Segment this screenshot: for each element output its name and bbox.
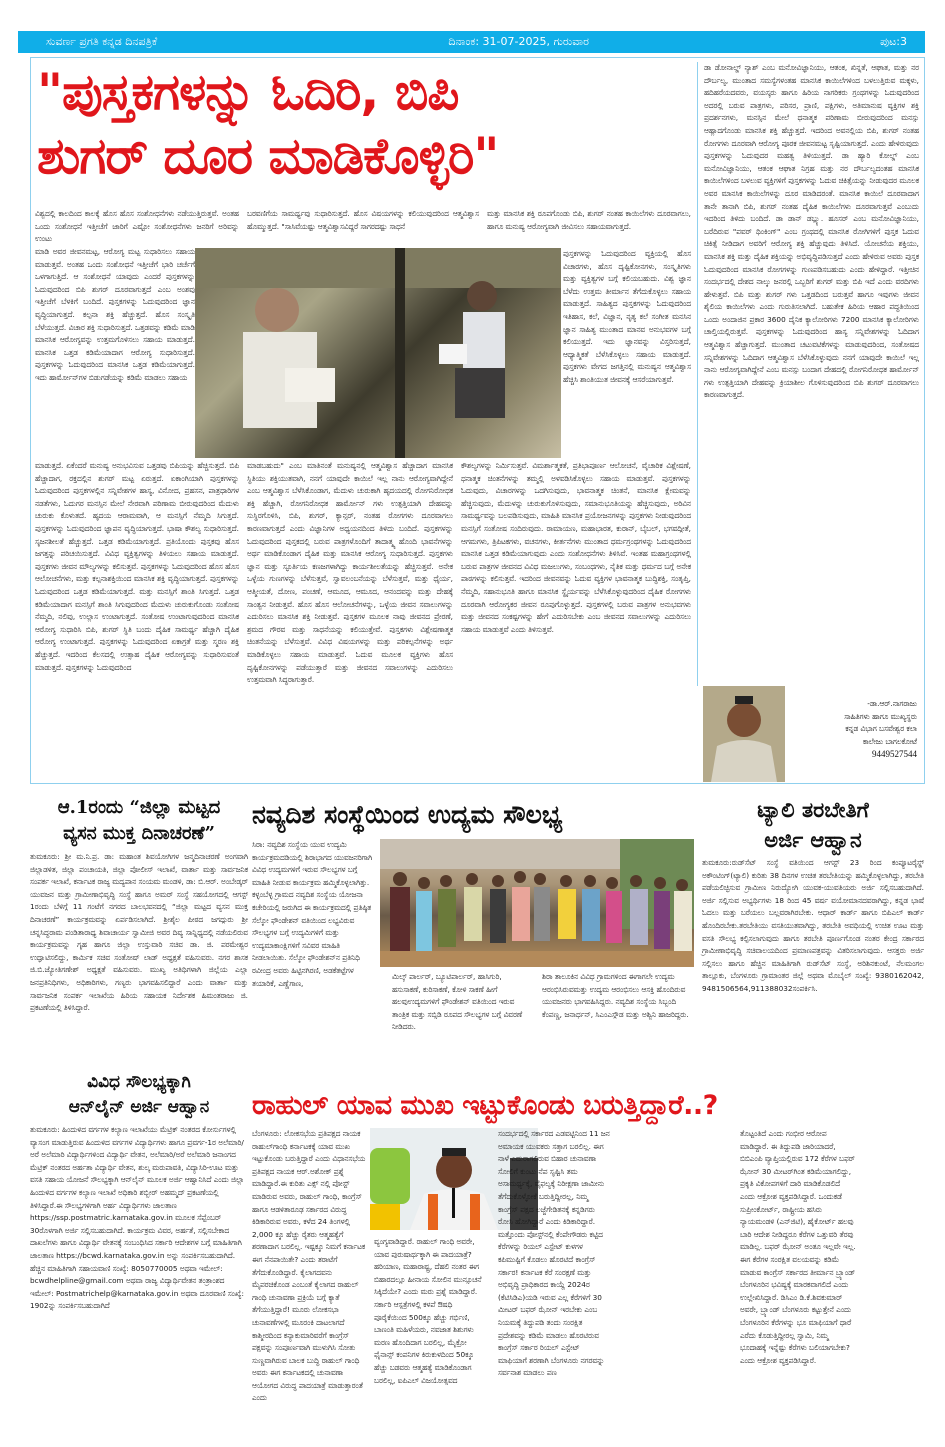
story-rahul — [252, 1088, 932, 1440]
story-deaddiction — [30, 795, 248, 1060]
story-online — [30, 1070, 248, 1440]
lead-photo-reading — [195, 248, 561, 458]
rahul-col4: ತೊಟ್ಟಂತಿದೆ ಎಂದು ಗಂಭೀರ ಆರೋಪ ಮಾಡಿದ್ದಾರೆ. ಈ ತಿದ್ದುಪಡಿ ಜಾರಿಯಾದರೆ, ಬಿಬಿಎಂಪಿ ವ್ಯಾಪ್ತಿಯಲ್ಲಿರುವ 172 ಕೆರೆಗಳ ಬಫರ್ ಝೋನ್ 30 ಮೀಟರ್‌ಗಿಂತ ಕಡಿಮೆಯಾಗಲಿದ್ದು, ಪ್ರಕೃತಿ ವಿಕೋಪಗಳಿಗೆ ದಾರಿ ಮಾಡಿಕೊಡಲಿದೆ ಎಂದು ಆಕ್ರೋಶ ವ್ಯಕ್ತಪಡಿಸಿದ್ದಾರೆ. ಒಂದುಕಡೆ ಸುಪ್ರೀಂಕೋರ್ಟ್, ರಾಷ್ಟ್ರೀಯ ಹಸಿರು ನ್ಯಾಯಮಂಡಳಿ (ಎನ್‌ಜಿಟಿ), ಹೈಕೋರ್ಟ್ ಹಲವು ಬಾರಿ ಆದೇಶ ನೀಡಿದ್ದರೂ ಕೆರೆಗಳ ಒತ್ತುವರಿ ತೆರವು ಮಾಡಿಲ್ಲ. ಬಫರ್ ಝೋನ್ ಅಂತೂ ಇಲ್ಲವೇ ಇಲ್ಲ. ಈಗ ಕೆರೆಗಳ ಸಂರಕ್ಷಿತ ವಲಯವನ್ನು ಕಡಿಮೆ ಮಾಡುವ ಕಾಂಗ್ರೆಸ್ ಸರ್ಕಾರದ ತೀರ್ಮಾನ ಬ್ರ್ಯಾಂಡ್ ಬೆಂಗಳೂರಿನ ಭವಿಷ್ಯಕ್ಕೆ ಮಾರಕವಾಗಲಿದೆ ಎಂದು ಉಲ್ಲೇಖಿಸಿದ್ದಾರೆ. ಡಿಸಿಎಂ ಡಿ.ಕೆ.ಶಿವಕುಮಾರ್ ಅವರೇ, ಬ್ರ್ಯಾಂಡ್ ಬೆಂಗಳೂರು ಕಟ್ಟುತ್ತೇನೆ ಎಂದು ಬೆಂಗಳೂರಿನ ಕೆರೆಗಳನ್ನು ಭೂ ಮಾಫಿಯಾಗೆ ಧಾರೆ ಎರೆದು ಕೊಡುತ್ತಿದ್ದೀರಲ್ಲ ಸ್ವಾಮಿ, ನಿಮ್ಮ ಭೂದಾಹಕ್ಕೆ ಇನ್ನೆಷ್ಟು ಕೆರೆಗಳು ಬಲಿಯಾಗಬೇಕು? ಎಂದು ಆಕ್ರೋಶ ವ್ಯಕ್ತಪಡಿಸಿದ್ದಾರೆ. — [740, 1129, 856, 1365]
lead-story — [30, 57, 925, 784]
online-body: ತುಮಕೂರು: ಹಿಂದುಳಿದ ವರ್ಗಗಳ ಕಲ್ಯಾಣ ಇಲಾಖೆಯು ಮೆಟ್ರಿಕ್ ನಂತರದ ಕೋರ್ಸುಗಳಲ್ಲಿ ವ್ಯಾಸಂಗ ಮಾಡುತ್ತಿರುವ ಹಿಂದುಳಿದ ವರ್ಗಗಳ ವಿದ್ಯಾರ್ಥಿಗಳು ಹಾಗೂ ಪ್ರವರ್ಗ-1ರ ಅಲೆಮಾರಿ/ಅರೆ ಅಲೆಮಾರಿ ವಿದ್ಯಾರ್ಥಿಗಳಿಂದ ವಿದ್ಯಾರ್ಥಿ ವೇತನ, ಅಲೆಮಾರಿ/ಅರೆ ಅಲೆಮಾರಿ ಜನಾಂಗದ ಮೆಟ್ರಿಕ್ ನಂತರದ ಅರ್ಹತಾ ವಿದ್ಯಾರ್ಥಿ ವೇತನ, ಶುಲ್ಕ ಮರುಪಾವತಿ, ವಿದ್ಯಾಸಿರಿ-ಊಟ ಮತ್ತು ವಸತಿ ಸಹಾಯ ಯೋಜನೆ ಸೌಲಭ್ಯಕ್ಕಾಗಿ ಆನ್‌ಲೈನ್ ಮೂಲಕ ಅರ್ಜಿ ಆಹ್ವಾನಿಸಿದೆ ಎಂದು ಜಿಲ್ಲಾ ಹಿಂದುಳಿದ ವರ್ಗಗಳ ಕಲ್ಯಾಣ ಇಲಾಖೆ ಅಧಿಕಾರಿ ಶಬ್ಬೀರ್ ಅಹಮ್ಮದ್ ಪ್ರಕಟಣೆಯಲ್ಲಿ ತಿಳಿಸಿದ್ದಾರೆ.ಈ ಸೌಲಭ್ಯಗಳಿಗಾಗಿ ಅರ್ಹ ವಿದ್ಯಾರ್ಥಿಗಳು ಜಾಲತಾಣ https://ssp.postmatric.karnataka.gov.in ಮೂಲಕ ಸೆಪ್ಟೆಂಬರ್ 30ರೊಳಗಾಗಿ ಅರ್ಜಿ ಸಲ್ಲಿಸಬಹುದಾಗಿದೆ. ಕಾರ್ಯಕ್ರಮ ವಿವರ, ಅರ್ಹತೆ, ಸಲ್ಲಿಸಬೇಕಾದ ದಾಖಲೆಗಳು ಹಾಗೂ ವಿದ್ಯಾರ್ಥಿ ವೇತನಕ್ಕೆ ಸಂಬಂಧಿಸಿದ ಸರ್ಕಾರಿ ಆದೇಶಗಳ ಬಗ್ಗೆ ಮಾಹಿತಿಗಾಗಿ ಜಾಲತಾಣ https://bcwd.karnataka.gov.in ಅನ್ನು ಸಂಪರ್ಕಿಸಬಹುದಾಗಿದೆ. ಹೆಚ್ಚಿನ ಮಾಹಿತಿಗಾಗಿ ಸಹಾಯವಾಣಿ ಸಂಖ್ಯೆ: 8050770005 ಅಥವಾ ಇಮೇಲ್: bcwdhelpline@gmail.com ಅಥವಾ ರಾಜ್ಯ ವಿದ್ಯಾರ್ಥಿವೇತನ ತಂತ್ರಾಂಶದ ಇಮೇಲ್: Postmatrichelp@karnataka.gov.in ಅಥವಾ ದೂರವಾಣಿ ಸಂಖ್ಯೆ: 1902ನ್ನು ಸಂಪರ್ಕಿಸಬಹುದಾಗಿದೆ — [30, 1125, 245, 1311]
author-dept: ಕನ್ನಡ ವಿಭಾಗ ಬಸವೇಶ್ವರ ಕಲಾ — [845, 724, 917, 733]
online-headline-line2: ಆನ್‌ಲೈನ್ ಅರ್ಜಿ ಆಹ್ವಾನ — [68, 1097, 210, 1117]
group-photo-illustration — [380, 839, 694, 967]
navyadisha-group-photo — [380, 839, 694, 967]
author-name: -ಡಾ.ಆರ್.ನಾಗರಾಜು — [867, 699, 917, 708]
lead-col3-bottom: ಕೌಶಲ್ಯಗಳನ್ನು ನಿರ್ಮಿಸುತ್ತವೆ. ವಿಮರ್ಶಾತ್ಮಕತೆ, ಪ್ರತಿಭಾಪೂರ್ಣ ಆಲೋಚನೆ, ವೈಚಾರಿಕ ವಿಶ್ಲೇಷಣೆ, ಧನಾತ್ಮಕ ಚಿಂತನೆಗಳನ್ನು ತಮ್ಮಲ್ಲಿ ಅಳವಡಿಸಿಕೊಳ್ಳಲು ಸಹಾಯ ಮಾಡುತ್ತವೆ. ಪುಸ್ತಕಗಳನ್ನು ಓದುವುದು, ವಿಚಾರಗಳನ್ನು ಒದಗಿಸುವುದು, ಭಾವನಾತ್ಮಕ ಚಿಂತನೆ, ಮಾನಸಿಕ ಕ್ಷೇಮವನ್ನು ಹೆಚ್ಚಿಸುವುದು, ಮೆದುಳನ್ನು ಚುರುಕುಗೊಳಿಸುವುದು, ಸಮಾನುಭೂತಿಯನ್ನು ಹೆಚ್ಚಿಸುವುದು, ಅರಿವಿನ ಸಾಮರ್ಥ್ಯವನ್ನು ಬಲಪಡಿಸುವುದು, ಮಾಹಿತಿ ಮಾನಸಿಕ ಪ್ರಯೋಜನಗಳನ್ನು ಪುಸ್ತಕಗಳು ನೀಡುವುದರಿಂದ ಮನಸ್ಸಿಗೆ ಸಂತೋಷ ಸಂದಿರುವುದು. ರಾಮಾಯಣ, ಮಹಾಭಾರತ, ಕುರಾನ್, ಬೈಬಲ್, ಭಗವದ್ಗೀತೆ, ಆಗಮಗಳು, ತ್ರಿಪಿಟಕಗಳು, ವಚನಗಳು, ಕೀರ್ತನೆಗಳು ಮುಂತಾದ ಧರ್ಮಗ್ರಂಥಗಳನ್ನು ಓದುವುದರಿಂದ ಮಾನಸಿಕ ಒತ್ತಡ ಕಡಿಮೆಯಾಗುವುದು ಎಂದು ಸಂಶೋಧನೆಗಳು ತಿಳಿಸಿವೆ. ಇಂತಹ ಮಹಾಗ್ರಂಥಗಳಲ್ಲಿ ಬರುವ ಪಾತ್ರಗಳ ಜೀವನದ ವಿವಿಧ ಮಜಲುಗಳು, ಸಂಬಂಧಗಳು, ನೈತಿಕ ಮತ್ತು ಧರ್ಮದ ಬಗ್ಗೆ ಅನೇಕ ಪಾಠಗಳನ್ನು ಕಲಿಸುತ್ತವೆ. ಇದರಿಂದ ಜೀವನವನ್ನು ಓದುವ ವ್ಯಕ್ತಿಗಳ ಭಾವನಾತ್ಮಕ ಬುದ್ಧಿಶಕ್ತಿ, ಸಂತೃಪ್ತಿ, ನೆಮ್ಮದಿ, ಸಹಾನುಭೂತಿ ಹಾಗೂ ಮಾನಸಿಕ ಸ್ಥೈರ್ಯವನ್ನು ಬೆಳೆಸಿಕೊಳ್ಳುವುದರಿಂದ ದೈಹಿಕ ರೋಗಗಳು ದೂರವಾಗಿ ಆರೋಗ್ಯಕರ ಜೀವನ ರೂಪುಗೊಳ್ಳುತ್ತದೆ. ಪುಸ್ತಕಗಳಲ್ಲಿ ಬರುವ ಪಾತ್ರಗಳ ಅನುಭವಗಳು ಮತ್ತು ಜೀವನದ ಸಂಕಷ್ಟಗಳನ್ನು ಹೇಗೆ ಎದುರಿಸಬೇಕು ಎಂಬ ಜೀವನದ ಸವಾಲುಗಳನ್ನು ಎದುರಿಸಲು ಸಹಾಯ ಮಾಡುತ್ತವೆ ಎಂದು ತಿಳಿಸುತ್ತವೆ. — [461, 461, 691, 634]
author-role: ಸಾಹಿತಿಗಳು ಹಾಗೂ ಮುಖ್ಯಸ್ಥರು — [844, 711, 917, 721]
story-tally — [702, 795, 924, 1065]
navyadisha-col2: ಮಿಲ್ಕ್ ಪಾರ್ಲರ್, ಬ್ಯೂಟಿಪಾರ್ಲರ್, ಹಾಸಿಗುರಿ, ಹಸುಸಾಕಣೆ, ಕುರಿಸಾಕಣೆ, ಕೋಳಿ ಸಾಕಣೆ ಹೀಗೆ ಹಲವುಉದ್ಯಮಗಳಿಗೆ ಫೌಂಡೇಶನ್ ವತಿಯಿಂದ ಇರುವ ತಾಂತ್ರಿಕ ಮತ್ತು ಸಬ್ಸಿಡಿ ರೂಪದ ಸೌಲಭ್ಯಗಳ ಬಗ್ಗೆ ವಿವರಣೆ ನೀಡಿದರು. — [392, 972, 523, 1032]
navyadisha-headline: ನವ್ಯದಿಶ ಸಂಸ್ಥೆಯಿಂದ ಉದ್ಯಮ ಸೌಲಭ್ಯ — [252, 800, 563, 829]
author-byline — [789, 698, 917, 761]
rahul-headline: ರಾಹುಲ್ ಯಾವ ಮುಖ ಇಟ್ಟುಕೊಂಡು ಬರುತ್ತಿದ್ದಾರೆ..? — [252, 1090, 718, 1121]
lead-col4: ಡಾ ಡೋನಾಲ್ಡ್ ನ್ಯಾಶ್ ಎಂಬ ಮನೋವಿಜ್ಞಾನಿಯು, ಆತಂಕ, ಖಿನ್ನತೆ, ಆಘಾತ, ಮತ್ತು ನರ ದೌರ್ಬಲ್ಯ, ಮುಂತಾದ ಸಮಸ್ಯೆಗಳಂತಹ ಮಾನಸಿಕ ಕಾಯಿಲೆಗಳಿಂದ ಬಳಲುತ್ತಿರುವ ಮಕ್ಕಳು, ಹದಿಹರೆಯದವರು, ವಯಸ್ಕರು ಹಾಗೂ ಹಿರಿಯ ನಾಗರಿಕರು ಗ್ರಂಥಗಳನ್ನು ಓದುವುದರಿಂದ ಅದರಲ್ಲಿ ಬರುವ ಪಾತ್ರಗಳು, ಪರಿಸರ, ಪ್ರಾಣಿ, ಪಕ್ಷಿಗಳು, ಅತಿಮಾನುಷ ವ್ಯಕ್ತಿಗಳ ಶಕ್ತಿ ಪ್ರದರ್ಶನಗಳು, ಮನಸ್ಸಿನ ಮೇಲೆ ಧನಾತ್ಮಕ ಪರಿಣಾಮ ಬೀರುವುದರಿಂದ ಮನಸ್ಸು ಆಹ್ಲಾದಗೊಂಡು ಮಾನಸಿಕ ಶಕ್ತಿ ಹೆಚ್ಚುತ್ತದೆ. ಇದರಿಂದ ಅವನಲ್ಲಿಯ ಬಿಪಿ, ಶುಗರ್ ನಂತಹ ರೋಗಗಳು ದೂರವಾಗಿ ಆರೋಗ್ಯ ಪೂರಕ ಜೀವನಮಟ್ಟ ಸೃಷ್ಟಿಯಾಗುತ್ತದೆ. ಎಂದು ಹೇಳಿರುವುದು ಪುಸ್ತಕಗಳನ್ನು ಓದುವುದರ ಮಹತ್ವ ತಿಳಿಯುತ್ತದೆ. ಡಾ ಹ್ಯಾರಿ ಕೋಲ್ಡ್ ಎಂಬ ಮನೋವಿಜ್ಞಾನಿಯು, ಆತಂಕ ಆಘಾತ ನಿಗ್ರಹ ಮತ್ತು ನರ ದೌರ್ಬಲ್ಯದಂತಹ ಮಾನಸಿಕ ಕಾಯಿಲೆಗಳಿಂದ ಬಳಲುವ ವ್ಯಕ್ತಿಗಳಿಗೆ ಪುಸ್ತಕಗಳನ್ನು ಓದುವ ಚಿಕಿತ್ಸೆಯನ್ನು ನೀಡುವುದರ ಮೂಲಕ ಅವರ ಮಾನಸಿಕ ಕಾಯಿಲೆಗಳನ್ನು ದೂರ ಮಾಡಿದರಂತೆ. ಮಾನಸಿಕ ಕಾಯಿಲೆ ದೂರವಾದಾಗ ತಾನೇ ತಾನಾಗಿ ಬಿಪಿ, ಶುಗರ್ ನಂತಹ ದೈಹಿಕ ಕಾಯಿಲೆಗಳು ದೂರವಾಗುತ್ತವೆ ಎಂಬುದು ಇದರಿಂದ ತಿಳಿದು ಬಂದಿದೆ. ಡಾ ಡಾನ್ ಡಬ್ಲ್ಯು. ಹೂಸರ್ ಎಂಬ ಮನೋವಿಜ್ಞಾನಿಯು, ಬರೆದಿರುವ "ಪವರ್ ಥಿಂಕಿಂಗ್" ಎಂಬ ಗ್ರಂಥದಲ್ಲಿ ಮಾನಸಿಕ ರೋಗಿಗಳಿಗೆ ಪುಸ್ತಕ ಓದುವ ಚಿಕಿತ್ಸೆ ನೀಡಿದಾಗ ಅವರಿಗೆ ಆರೋಗ್ಯ ಶಕ್ತಿ ಹೆಚ್ಚುವುದು ತಿಳಿಸಿದೆ. ಯೋಚನೆಯ ಶಕ್ತಿಯು, ಮಾನಸಿಕ ಶಕ್ತಿ ಮತ್ತು ದೈಹಿಕ ಶಕ್ತಿಯನ್ನು ಅಭಿವೃದ್ಧಿಪಡಿಸುತ್ತದೆ ಎಂದು ಹೇಳಿರುವ ಅವರು ಪುಸ್ತಕ ಓದುವುದರಿಂದ ಮಾನಸಿಕ ರೋಗಗಳನ್ನು ಗುಣಪಡಿಸಬಹುದು ಎಂದು ಹೇಳಿದ್ದಾರೆ. ಇತ್ತೀಚಿನ ಸಂದರ್ಭದಲ್ಲಿ ದೇಶದ ನಾಲ್ಕು ಜನರಲ್ಲಿ ಒಬ್ಬರಿಗೆ ಶುಗರ್ ಮತ್ತು ಬಿಪಿ ಇದೆ ಎಂದು ವರದಿಗಳು ಹೇಳುತ್ತವೆ. ಬಿಪಿ ಮತ್ತು ಶುಗರ್ ಗಳು ಒತ್ತಡದಿಂದ ಬರುತ್ತವೆ ಹಾಗೂ ಇವುಗಳು ಜೀವನ ಶೈಲಿಯ ಕಾಯಿಲೆಗಳು ಎಂದು ಗುರುತಿಸಲಾಗಿದೆ. ಬಹುತೇಕ ಹಿರಿಯ ಆಹಾರ ಪದ್ಧತಿಯಿಂದ ಒಂದು ಅಂದಾಜಿನ ಪ್ರಕಾರ 3600 ದೈನಿಕ ಕ್ಯಾಲೋರಿಗಳು 7200 ಮಾನಸಿಕ ಕ್ಯಾಲೋರಿಗಳು ಚಾಲ್ತಿಯಲ್ಲಿರುತ್ತವೆ. ಪುಸ್ತಕಗಳನ್ನು ಓದುವುದರಿಂದ ಹಾಸ್ಯ ಸನ್ನಿವೇಶಗಳನ್ನು ಓದಿದಾಗ ಆತ್ಮವಿಶ್ವಾಸ ಹೆಚ್ಚಾಗುತ್ತದೆ. ಮುಂತಾದ ಚಟುವಟಿಕೆಗಳನ್ನು ಮಾಡುವುದರಿಂದ, ಸಂತೋಷದ ಸನ್ನಿವೇಶಗಳನ್ನು ಓದಿದಾಗ ಆತ್ಮವಿಶ್ವಾಸ ಬೆಳೆಸಿಕೊಳ್ಳುವುದು ನನಗೆ ಯಾವುದೇ ಕಾಯಿಲೆ ಇಲ್ಲ ನಾನು ಆರೋಗ್ಯವಾಗಿದ್ದೇನೆ ಎಂಬ ಮನಸ್ಸು ಬಂದಾಗ ದೇಹದಲ್ಲಿ ರೋಗನಿರೋಧಕ ಹಾರ್ಮೋನ್ ಗಳು ಉತ್ಪತ್ತಿಯಾಗಿ ದೇಹವನ್ನು ಕ್ರಿಯಾಶೀಲ ಗೊಳಿಸುವುದರಿಂದ ಬಿಪಿ ಶುಗರ್ ದೂರವಾಗಲು ಕಾರಣವಾಗುತ್ತದೆ. — [697, 62, 919, 686]
paper-name: ಸುವರ್ಣ ಪ್ರಗತಿ ಕನ್ನಡ ದಿನಪತ್ರಿಕೆ — [46, 35, 158, 48]
page-number: ಪುಟ:3 — [880, 35, 907, 48]
lead-col1-side: ಮಾಡಿ ಅವರ ಜೀವನಮಟ್ಟ, ಆರೋಗ್ಯ ಮಟ್ಟ ಸುಧಾರಿಸಲು ಸಹಾಯ ಮಾಡುತ್ತವೆ. ಅಂತಹ ಒಂದು ಸಂಶೋಧನೆ ಇತ್ತೀಚೆಗೆ ಭಾರಿ ಚರ್ಚೆಗೆ ಒಳಗಾಗುತ್ತಿದೆ. ಆ ಸಂಶೋಧನೆ ಯಾವುದು ಎಂದರೆ ಪುಸ್ತಕಗಳನ್ನು ಓದುವುದರಿಂದ ಬಿಪಿ ಶುಗರ್ ದೂರವಾಗುತ್ತದೆ ಎಂಬ ಅಂಶವು ಇತ್ತೀಚೆಗೆ ಬೆಳಕಿಗೆ ಬಂದಿದೆ. ಪುಸ್ತಕಗಳನ್ನು ಓದುವುದರಿಂದ ಜ್ಞಾನ ವೃದ್ಧಿಯಾಗುತ್ತದೆ. ಕಲ್ಪನಾ ಶಕ್ತಿ ಹೆಚ್ಚುತ್ತದೆ. ಹೊಸ ಸಂಸ್ಕೃತಿ ಬೆಳೆಯುತ್ತದೆ. ವಿಚಾರ ಶಕ್ತಿ ಸುಧಾರಿಸುತ್ತದೆ. ಒತ್ತಡವನ್ನು ಕಡಿಮೆ ಮಾಡಿ ಮಾನಸಿಕ ಆರೋಗ್ಯವನ್ನು ಉತ್ತಮಗೊಳಿಸಲು ಸಹಾಯ ಮಾಡುತ್ತದೆ. ಮಾನಸಿಕ ಒತ್ತಡ ಕಡಿಮೆಯಾದಾಗ ಆರೋಗ್ಯ ಸುಧಾರಿಸುತ್ತದೆ. ಪುಸ್ತಕಗಳನ್ನು ಓದುವುದರಿಂದ ಮಾನಸಿಕ ಒತ್ತಡ ಕಡಿಮೆಯಾಗುತ್ತದೆ. ಇದು ಹಾರ್ಮೋನ್‌ಗಳ ಬಿಡುಗಡೆಯನ್ನು ಕಡಿಮೆ ಮಾಡಲು ಸಹಾಯ — [35, 247, 195, 382]
author-portrait — [703, 686, 785, 782]
date-line: ದಿನಾಂಕ: 31-07-2025, ಗುರುವಾರ — [448, 35, 589, 48]
lead-col1-bottom: ಮಾಡುತ್ತದೆ. ಏಕೆಂದರೆ ಮನುಷ್ಯ ಅನುಭವಿಸುವ ಒತ್ತಡವು ಬಿಪಿಯನ್ನು ಹೆಚ್ಚಿಸುತ್ತದೆ. ಬಿಪಿ ಹೆಚ್ಚಾದಾಗ, ರಕ್ತದಲ್ಲಿನ ಶುಗರ್ ಮಟ್ಟ ಏರುತ್ತದೆ. ಏಕಾಂಗಿಯಾಗಿ ಪುಸ್ತಕಗಳನ್ನು ಓದುವುದರಿಂದ ಪುಸ್ತಕಗಳಲ್ಲಿನ ಸನ್ನಿವೇಶಗಳ ಹಾಸ್ಯ, ವಿನೋದ, ಪ್ರಹಸನ, ಪಾತ್ರಧಾರಿಗಳ ನಡತೆಗಳು, ಓದುಗರ ಮನಸ್ಸಿನ ಮೇಲೆ ನೇರವಾಗಿ ಪರಿಣಾಮ ಬೀರುವುದರಿಂದ ಮೆದುಳು ಚುರುಕು ಕೊಳುತದೆ. ಹೃದಯ ಆರಾಮವಾಗಿ, ಆ ಮನಸ್ಸಿಗೆ ನೆಮ್ಮದಿ ಸಿಗುತ್ತದೆ. ಪುಸ್ತಕಗಳನ್ನು ಓದುವುದರಿಂದ ಜ್ಞಾಪನ ವೃದ್ಧಿಯಾಗುತ್ತದೆ. ಭಾಷಾ ಕೌಶಲ್ಯ ಸುಧಾರಿಸುತ್ತದೆ. ಸೃಜನಶೀಲತೆ ಹೆಚ್ಚುತ್ತದೆ. ಒತ್ತಡ ಕಡಿಮೆಯಾಗುತ್ತದೆ. ಪ್ರತಿಯೊಂದು ಪುಸ್ತಕವು ಹೊಸ ಜಗತ್ತನ್ನು ಪರಿಚಯಿಸುತ್ತದೆ. ವಿವಿಧ ವ್ಯಕ್ತಿತ್ವಗಳನ್ನು ತಿಳಿಯಲು ಸಹಾಯ ಮಾಡುತ್ತದೆ. ಪುಸ್ತಕಗಳು ಜೀವನ ಮೌಲ್ಯಗಳನ್ನು ಕಲಿಸುತ್ತವೆ. ಪುಸ್ತಕಗಳನ್ನು ಓದುವುದರಿಂದ ಹೊಸ ಹೊಸ ಆಲೋಚನೆಗಳು, ಮತ್ತು ಕಲ್ಪನಾಶಕ್ತಿಯಿಂದ ಮಾನಸಿಕ ಶಕ್ತಿ ವೃದ್ಧಿಯಾಗುತ್ತದೆ. ಪುಸ್ತಕಗಳನ್ನು ಓದುವುದರಿಂದ ಒತ್ತಡ ಕಡಿಮೆಯಾಗುತ್ತದೆ. ಮತ್ತು ಮನಸ್ಸಿಗೆ ಶಾಂತಿ ಸಿಗುತ್ತದೆ. ಒತ್ತಡ ಕಡಿಮೆಯಾದಾಗ ಮನಸ್ಸಿಗೆ ಶಾಂತಿ ಸಿಗುವುದರಿಂದ ಮೆದುಳು ಚುರುಕುಗೊಂಡು ಸಂತೋಷ ನೆಮ್ಮದಿ, ನಲಿವು, ಉಲ್ಲಾಸ ಉಂಟಾಗುತ್ತದೆ. ಸಂತೋಷ ಉಂಟಾಗುವುದರಿಂದ ಮಾನಸಿಕ ಆರೋಗ್ಯ ಸುಧಾರಿಸಿ ಬಿಪಿ, ಶುಗರ್ ಸ್ಥಿತಿ ಬಂದು ದೈಹಿಕ ಸಾಮರ್ಥ್ಯ ಹೆಚ್ಚಾಗಿ ದೈಹಿಕ ಆರೋಗ್ಯ ಉಂಟಾಗುತ್ತದೆ. ಪುಸ್ತಕಗಳನ್ನು ಓದುವುದರಿಂದ ಏಕಾಗ್ರತೆ ಮತ್ತು ಸ್ಮರಣ ಶಕ್ತಿ ಹೆಚ್ಚುತ್ತದೆ. ಇದರಿಂದ ಕೆಲಸದಲ್ಲಿ ಉತ್ಸಾಹ ದೈಹಿಕ ಆರೋಗ್ಯವನ್ನು ಸುಧಾರಿಸುವಂತೆ ಮಾಡುತ್ತದೆ. ಪುಸ್ತಕಗಳನ್ನು ಓದುವುದರಿಂದ — [35, 461, 239, 672]
lead-headline-line2: ಶುಗರ್ ದೂರ ಮಾಡಿಕೊಳ್ಳಿರಿ" — [37, 127, 499, 185]
deaddiction-headline-line2: ವ್ಯಸನ ಮುಕ್ತ ದಿನಾಚರಣೆ” — [63, 823, 215, 844]
tally-headline-line2: ಅರ್ಜಿ ಆಹ್ವಾನ — [764, 827, 862, 852]
lead-headline — [37, 60, 687, 188]
rahul-col2: ವ್ಯಂಗ್ಯವಾಡಿದ್ದಾರೆ. ರಾಹುಲ್ ಗಾಂಧಿ ಅವರೇ, ಯಾವ ಪುರುಷಾರ್ಥಕ್ಕಾಗಿ ಈ ಪಾದಯಾತ್ರೆ? ಹರಿಯಾಣ, ಮಹಾರಾಷ್ಟ್ರ, ದೆಹಲಿ ನಂತರ ಈಗ ಬಿಹಾರದಲ್ಲೂ ಹೀನಾಯ ಸೋಲಿನ ಮುನ್ಸೂಚನೆ ಸಿಕ್ಕಿದೆಯೇ? ಎಂದು ಮರು ಪ್ರಶ್ನೆ ಮಾಡಿದ್ದಾರೆ. ಸರ್ಕಾರಿ ಆಸ್ಪತ್ರೆಗಳಲ್ಲಿ ಕಳಪೆ ಔಷಧಿ ಪೂರೈಕೆಯಿಂದ 500ಕ್ಕೂ ಹೆಚ್ಚು ಗರ್ಭಿಣಿ, ಬಾಣಂತಿ ಮಹಿಳೆಯರು, ನವಜಾತ ಶಿಶುಗಳು ಮರಣ ಹೊಂದಿದಾಗ ಬರಲಿಲ್ಲ, ಮೈಕ್ರೋ ಫೈನಾನ್ಸ್ ಕಂಪನಿಗಳ ಕಿರುಕುಳದಿಂದ 50ಕ್ಕೂ ಹೆಚ್ಚು ಬಡವರು ಆತ್ಮಹತ್ಯೆ ಮಾಡಿಕೊಂಡಾಗ ಬರಲಿಲ್ಲ, ಐಪಿಎಲ್ ವಿಜಯೋತ್ಸವದ — [374, 1237, 482, 1385]
lead-headline-line1: "ಪುಸ್ತಕಗಳನ್ನು ಓದಿರಿ, ಬಿಪಿ — [37, 63, 459, 121]
deaddiction-body: ತುಮಕೂರು: ಶ್ರೀ ಮ.ನಿ.ಪ್ರ. ಡಾ: ಮಹಾಂತ ಶಿವಯೋಗಿಗಳ ಜನ್ಮದಿನಾಚರಣೆ ಅಂಗವಾಗಿ ಜಿಲ್ಲಾಡಳಿತ, ಜಿಲ್ಲಾ ಪಂಚಾಯತಿ, ಜಿಲ್ಲಾ ಪೋಲೀಸ್ ಇಲಾಖೆ, ವಾರ್ತಾ ಮತ್ತು ಸಾರ್ವಜನಿಕ ಸಂಪರ್ಕ ಇಲಾಖೆ, ಕರ್ನಾಟಕ ರಾಜ್ಯ ಮದ್ಯಪಾನ ಸಂಯಮ ಮಂಡಳಿ, ಡಾ: ಬಿ.ಆರ್. ಅಂಬೇಡ್ಕರ್ ಯುವಜನ ಮತ್ತು ಗ್ರಾಮೀಣಾಭಿವೃದ್ಧಿ ಸಂಸ್ಥೆ ಹಾಗೂ ಅಮರ್ ಸಂಸ್ಥೆ ಸಹಯೋಗದಲ್ಲಿ ಆಗಸ್ಟ್ 1ರಂದು ಬೆಳಿಗ್ಗೆ 11 ಗಂಟೆಗೆ ನಗರದ ಬಾಲಭವನದಲ್ಲಿ “ಜಿಲ್ಲಾ ಮಟ್ಟದ ವ್ಯಸನ ಮುಕ್ತ ದಿನಾಚರಣೆ” ಕಾರ್ಯಕ್ರಮವನ್ನು ಏರ್ಪಡಿಸಲಾಗಿದೆ. ಶ್ರೀಶೈಲ ಪೀಠದ ಜಗದ್ಗುರು ಶ್ರೀ ಚನ್ನಸಿದ್ಧರಾಮ ಪಂಡಿತಾರಾಧ್ಯ ಶಿವಾಚಾರ್ಯ ಸ್ವಾಮೀಜಿ ಅವರ ದಿವ್ಯ ಸಾನ್ನಿಧ್ಯದಲ್ಲಿ ನಡೆಯಲಿರುವ ಕಾರ್ಯಕ್ರಮವನ್ನು ಗೃಹ ಹಾಗೂ ಜಿಲ್ಲಾ ಉಸ್ತುವಾರಿ ಸಚಿವ ಡಾ. ಜಿ. ಪರಮೇಶ್ವರ ಉದ್ಘಾಟಿಸಲಿದ್ದು, ಕಾರ್ಮಿಕ ಸಚಿವ ಸಂತೋಷ್ ಲಾಡ್ ಅಧ್ಯಕ್ಷತೆ ವಹಿಸುವರು. ನಗರ ಶಾಸಕ ಜಿ.ಬಿ.ಜ್ಯೋತಿಗಣೇಶ್ ಅಧ್ಯಕ್ಷತೆ ವಹಿಸುವರು. ಮುಖ್ಯ ಅತಿಥಿಗಳಾಗಿ ಜಿಲ್ಲೆಯ ಎಲ್ಲಾ ಜನಪ್ರತಿನಿಧಿಗಳು, ಅಧಿಕಾರಿಗಳು, ಗಣ್ಯರು ಭಾಗವಹಿಸಲಿದ್ದಾರೆ ಎಂದು ವಾರ್ತಾ ಮತ್ತು ಸಾರ್ವಜನಿಕ ಸಂಪರ್ಕ ಇಲಾಖೆಯ ಹಿರಿಯ ಸಹಾಯಕ ನಿರ್ದೇಶಕ ಹಿಮಂತರಾಜು ಜಿ. ಪ್ರಕಟಣೆಯಲ್ಲಿ ತಿಳಿಸಿದ್ದಾರೆ. — [30, 852, 248, 1013]
lead-col1-top: ವಿಶ್ವದಲ್ಲಿ ಕಾಲದಿಂದ ಕಾಲಕ್ಕೆ ಹೊಸ ಹೊಸ ಸಂಶೋಧನೆಗಳು ನಡೆಯುತ್ತಿರುತ್ತವೆ. ಅಂತಹ ಒಂದು ಸಂಶೋಧನೆ ಇತ್ತೀಚೆಗೆ ಜಾರಿಗೆ ಎಷ್ಟೋ ಸಂಶೋಧನೆಗಳು ಜನರಿಗೆ ಅರಿವನ್ನು ಉಂಟು — [35, 209, 239, 244]
lead-col3-top: ಮತ್ತು ಮಾನಸಿಕ ಶಕ್ತಿ ರೂಪಗೊಂಡು ಬಿಪಿ, ಶುಗರ್ ನಂತಹ ಕಾಯಿಲೆಗಳು ದೂರವಾಗಲು, ಹಾಗೂ ಮನುಷ್ಯ ಆರೋಗ್ಯವಾಗಿ ಜೀವಿಸಲು ಸಹಾಯವಾಗುತ್ತದೆ. — [487, 209, 691, 231]
author-photo — [703, 686, 785, 782]
tally-headline-line1: ಟ್ಯಾಲಿ ತರಬೇತಿಗೆ — [757, 797, 869, 822]
online-headline-line1: ವಿವಿಧ ಸೌಲಭ್ಯಕ್ಕಾಗಿ — [87, 1072, 191, 1092]
lead-col2-bottom: ಮಾಡಬಹುದು" ಎಂಬ ಮಾತಿನಂತೆ ಮನುಷ್ಯನಲ್ಲಿ ಆತ್ಮವಿಶ್ವಾಸ ಹೆಚ್ಚಾದಾಗ ಮಾನಸಿಕ ಸ್ಥಿತಿಯು ಶಕ್ತಿಯುತವಾಗಿ, ನನಗೆ ಯಾವುದೇ ಕಾಯಿಲೆ ಇಲ್ಲ ನಾನು ಆರೋಗ್ಯವಾಗಿದ್ದೇನೆ ಎಂಬ ಆತ್ಮವಿಶ್ವಾಸ ಬೆಳೆಸಿಕೊಂಡಾಗ, ಮೆದುಳು ಚುರುಕಾಗಿ ಹೃದಯದಲ್ಲಿ ರೋಗನಿರೋಧಕ ಶಕ್ತಿ ಹೆಚ್ಚಾಗಿ, ರೋಗನಿರೋಧಕ ಹಾರ್ಮೋನ್ ಗಳು ಉತ್ಪತ್ತಿಯಾಗಿ ದೇಹವನ್ನು ಸುಸ್ಥಿರಗೊಳಿಸಿ, ಬಿಪಿ, ಶುಗರ್, ಕ್ಯಾನ್ಸರ್, ನಂತಹ ರೋಗಗಳು ದೂರವಾಗಲು ಕಾರಣವಾಗುತ್ತದೆ ಎಂದು ವಿಜ್ಞಾನಿಗಳ ಅಧ್ಯಯನದಿಂದ ತಿಳಿದು ಬಂದಿದೆ. ಪುಸ್ತಕಗಳನ್ನು ಓದುವುದರಿಂದ ಪುಸ್ತಕದಲ್ಲಿ ಬರುವ ಪಾತ್ರಗಳೊಂದಿಗೆ ತಾದಾತ್ಮ್ಯ ಹೊಂದಿ ಭಾವನೆಗಳನ್ನು ಅರ್ಥ ಮಾಡಿಕೊಂಡಾಗ ದೈಹಿಕ ಮತ್ತು ಮಾನಸಿಕ ಆರೋಗ್ಯ ಸುಧಾರಿಸುತ್ತದೆ. ಪುಸ್ತಕಗಳು ಜ್ಞಾನ ಮತ್ತು ಸ್ಫೂರ್ತಿಯ ಕಣಜಗಳಾಗಿದ್ದು ಕಾರ್ಯಶೀಲತೆಯನ್ನು ಹೆಚ್ಚಿಸುತ್ತವೆ. ಅನೇಕ ಒಳ್ಳೆಯ ಗುಣಗಳನ್ನು ಬೆಳೆಸುತ್ತವೆ, ಸ್ವಾವಲಂಬನೆಯನ್ನು ಬೆಳೆಸುತ್ತವೆ, ಮತ್ತು ಧೈರ್ಯ, ಆತ್ಮೀಯತೆ, ದೋಣ, ಪಂಚಣೆ, ಆಮೂದ, ಆಮೂದ, ಆನಂದವನ್ನು ಮತ್ತು ದೇಹಕ್ಕೆ ಸಾಂತ್ವನ ನೀಡುತ್ತವೆ. ಹೊಸ ಹೊಸ ಆಲೋಚನೆಗಳನ್ನು, ಒಳ್ಳೆಯ ಜೀವನ ಸವಾಲುಗಳನ್ನು ಎದುರಿಸಲು ಮಾನಸಿಕ ಶಕ್ತಿ ನೀಡುತ್ತವೆ. ಪುಸ್ತಕಗಳ ಮೂಲಕ ನಾವು ಜೀವನದ ಪ್ರೇರಣೆ, ಶ್ರಮದ ಗೌರವ ಮತ್ತು ಸಾಧನೆಯನ್ನು ಕಲಿಯುತ್ತೇವೆ. ಪುಸ್ತಕಗಳು ವಿಶ್ಲೇಷಣಾತ್ಮಕ ಚಿಂತನೆಯನ್ನು ಬೆಳೆಸುತ್ತವೆ. ವಿವಿಧ ವಿಷಯಗಳನ್ನು ಮತ್ತು ಪರಿಕಲ್ಪನೆಗಳನ್ನು ಅರ್ಥ ಮಾಡಿಕೊಳ್ಳಲು ಸಹಾಯ ಮಾಡುತ್ತವೆ. ಓದುವ ಮೂಲಕ ವ್ಯಕ್ತಿಗಳು ಹೊಸ ದೃಷ್ಟಿಕೋನಗಳನ್ನು ಪಡೆಯುತ್ತಾರೆ ಮತ್ತು ಜೀವನದ ಸವಾಲುಗಳನ್ನು ಎದುರಿಸಲು ಉತ್ತಮವಾಗಿ ಸಿದ್ಧರಾಗುತ್ತಾರೆ. — [247, 461, 453, 685]
author-college: ಕಾಲೇಜು ಬಾಗಲಕೋಟೆ — [862, 736, 917, 746]
navyadisha-col1: ಸಿರಾ: ನವ್ಯದಿಶ ಸಂಸ್ಥೆಯ ಯುವ ಉದ್ಯಮಿ ಕಾರ್ಯಕ್ರಮದಡಿಯಲ್ಲಿ ಶಿರಾಭಾಗದ ಯುವಜನರಿಗಾಗಿ ವಿವಿಧ ಉದ್ಯಮಗಳಿಗೆ ಇರುವ ಸೌಲಭ್ಯಗಳ ಬಗ್ಗೆ ಮಾಹಿತಿ ನೀಡುವ ಕಾರ್ಯಕ್ರಮ ಹಮ್ಮಿಕೊಳ್ಳಲಾಗಿತ್ತು. ಕಳ್ಳಂಬೆಳ್ಳ ಗ್ರಾಮದ ನವ್ಯದಿಶ ಸಂಸ್ಥೆಯ ಯೋಜನಾ ಕಚೇರಿಯಲ್ಲಿ ಜರುಗಿದ ಈ ಕಾರ್ಯಕ್ರಮದಲ್ಲಿ ಪ್ರತಿಷ್ಠಿತ ಸೆಲ್ಕೋ ಫೌಂಡೇಶನ್ ವತಿಯಿಂದ ಲಭ್ಯವಿರುವ ಸೌಲಭ್ಯಗಳ ಬಗ್ಗೆ ಉದ್ಯಮಿಗಳಿಗೆ ಮತ್ತು ಉದ್ಯಮಾಕಾಂಕ್ಷಿಗಳಿಗೆ ಸವಿವರ ಮಾಹಿತಿ ನೀಡಲಾಯಿತು. ಸೆಲ್ಕೋ ಫೌಂಡೇಶನ್‌ನ ಪ್ರತಿನಿಧಿ ರವೀಂದ್ರ ಅವರು ಹಿಟ್ಟಿನಗಿರಣಿ, ಅಡಕೆತಟ್ಟೆಗಳ ತಯಾರಿಕೆ, ಎಣ್ಣೆಗಾಣ, — [252, 840, 373, 988]
navyadisha-col3: ಶಿರಾ ತಾಲೂಕಿನ ವಿವಿಧ ಗ್ರಾಮಗಳಿಂದ ಈಗಾಗಲೇ ಉದ್ಯಮ ಆರಂಭಿಸಿರುವಮತ್ತು ಉದ್ಯಮ ಆರಂಭಿಸಲು ಆಸಕ್ತಿ ಹೊಂದಿರುವ ಯುವಜನರು ಭಾಗವಹಿಸಿದ್ದರು. ನವ್ಯದಿಶ ಸಂಸ್ಥೆಯ ಸಿಬ್ಬಂದಿ ಕೆಂಪಣ್ಣ, ಜನಾರ್ಧನ್, ಸಿಎಂಎಸ್ಗೌಡ ಮತ್ತು ಅಶ್ವಿನಿ ಹಾಜರಿದ್ದರು. — [542, 972, 689, 1019]
deaddiction-headline-line1: ಆ.1ರಂದು “ಜಿಲ್ಲಾ ಮಟ್ಟದ — [57, 797, 221, 818]
rahul-col1: ಬೆಂಗಳೂರು: ಲೋಕಸಭೆಯ ಪ್ರತಿಪಕ್ಷದ ನಾಯಕ ರಾಹುಲ್‌ಗಾಂಧಿ ಕರ್ನಾಟಕಕ್ಕೆ ಯಾವ ಮುಖ ಇಟ್ಟುಕೊಂಡು ಬರುತ್ತಿದ್ದಾರೆ ಎಂದು ವಿಧಾನಸಭೆಯ ಪ್ರತಿಪಕ್ಷದ ನಾಯಕ ಆರ್.ಅಶೋಕ್ ಪ್ರಶ್ನೆ ಮಾಡಿದ್ದಾರೆ.ಈ ಕುರಿತು ಎಕ್ಸ್ ನಲ್ಲಿ ಪೋಸ್ಟ್ ಮಾಡಿರುವ ಅವರು, ರಾಹುಲ್ ಗಾಂಧಿ, ಕಾಂಗ್ರೆಸ್ ಹಾಗೂ ಆಡಳಿತಾರೂಢ ಸರ್ಕಾರದ ವಿರುದ್ಧ ಕಿಡಿಕಾರಿರುವ ಅವರು, ಕಳೆದ 24 ತಿಂಗಳಲ್ಲಿ 2,000 ಕ್ಕೂ ಹೆಚ್ಚು ರೈತರು ಆತ್ಮಹತ್ಯೆಗೆ ಶರಣಾದಾಗ ಬರಲಿಲ್ಲ. ಇಷ್ಟಕ್ಕೂ ನಿಮಗೆ ಕರ್ನಾಟಕ ಈಗ ನೆನಪಾಯಿತೇ? ಎಂದು ತರಾಟೆಗೆ ತೆಗೆದುಕೊಂಡಿದ್ದಾರೆ. ಕೈಲಾಗದವನು ಮೈಪರಚಿಕೊಂಡ ಎಂಬಂತೆ ಕೈಲಾಗದ ರಾಹುಲ್ ಗಾಂಧಿ ಚುನಾವಣಾ ಪ್ರಕ್ರಿಯೆ ಬಗ್ಗೆ ಕ್ಯಾತೆ ತೆಗೆಯುತ್ತಿದ್ದಾರೆ! ಮೂರು ಲೋಕಸಭಾ ಚುನಾವಣೆಗಳಲ್ಲಿ ಮೂರಂಕಿ ದಾಟಲಾಗದೆ ಕಾಶ್ಮೀರದಿಂದ ಕನ್ಯಾಕುಮಾರಿವರೆಗೆ ಕಾಂಗ್ರೆಸ್ ಪಕ್ಷವನ್ನು ಸಂಪೂರ್ಣವಾಗಿ ಮುಳುಗಿಸಿ ಸೋತು ಸುಣ್ಣವಾಗಿರುವ ಬಾಲಕ ಬುದ್ಧಿ ರಾಹುಲ್ ಗಾಂಧಿ ಅವರು ಈಗ ಕರ್ನಾಟಕದಲ್ಲಿ ಚುನಾವಣಾ ಆಯೋಗದ ವಿರುದ್ಧ ಪಾದಯಾತ್ರೆ ಮಾಡುತ್ತಾರಂತೆ ಎಂದು — [252, 1129, 366, 1403]
photo-illustration — [195, 248, 561, 458]
rahul-col3: ಸಂದರ್ಭದಲ್ಲಿ ಸರ್ಕಾರದ ಎಡವಟ್ಟಿನಿಂದ 11 ಜನ ಅಮಾಯಕ ಯುವಕರು ಸತ್ತಾಗ ಬರಲಿಲ್ಲ. ಈಗ ನಾಳೆ ಎದುರಾಗಲಿರುವ ಬಿಹಾರ ಚುನಾವಣಾ ಸೋಲಿಗೆ ಕುಂಟು ನೆಪ ಸೃಷ್ಟಿಸಿ ತಮ ಅಸಾಮರ್ಥ್ಯಕ್ಕೆ, ವೈಫಲ್ಯಕ್ಕೆ ನಿರೀಕ್ಷಣಾ ಜಾಮೀನು ತೆಗೆದುಕೊಳ್ಳೋಕೆ ಬರುತ್ತಿದ್ದೀರಲ್ಲ, ನಿಮ್ಮ ಕಾಂಗ್ರೆಸ್ ಪಕ್ಷದ ಲಜ್ಜೆಗೇಡಿತನಕ್ಕೆ ಕನ್ನಡಿಗರು ರೋಸಿ ಹೋಗಿದ್ದಾರೆ ಎಂದು ಕಿಡಿಕಾರಿದ್ದಾರೆ. ಮತ್ತೊಂದು ಪೋಸ್ಟ್‌ನಲ್ಲಿ ಕೆಂಪೇಗೌಡರು ಕಟ್ಟಿದ ಕೆರೆಗಳನ್ನು ರಿಯಲ್ ಎಸ್ಟೇಟ್ ಕುಳಗಳ ಕಪಿಮುಷ್ಟಿಗೆ ಕೊಡಲು ಹೊರಟಿದೆ ಕಾಂಗ್ರೆಸ್ ಸರ್ಕಾರ! ಕರ್ನಾಟಕ ಕೆರೆ ಸಂರಕ್ಷಣೆ ಮತ್ತು ಅಭಿವೃದ್ಧಿ ಪ್ರಾಧಿಕಾರದ ಕಾಯ್ದೆ 2024ರ (ಕೆಟಿಸಿಡಿಎ)ಯಡಿ ಇರುವ ಎಲ್ಲ ಕೆರೆಗಳಿಗೆ 30 ಮೀಟರ್ ಬಫರ್ ಝೋನ್ ಇರಬೇಕು ಎಂಬ ನಿಯಮಕ್ಕೆ ತಿದ್ದುಪಡಿ ತಂದು ಸಂರಕ್ಷಿತ ಪ್ರದೇಶವನ್ನು ಕಡಿಮೆ ಮಾಡಲು ಹೊರಟಿರುವ ಕಾಂಗ್ರೆಸ್ ಸರ್ಕಾರ ರಿಯಲ್ ಎಸ್ಟೇಟ್ ಮಾಫಿಯಾಗೆ ಶರಣಾಗಿ ಬೆಂಗಳೂರು ನಗರವನ್ನು ಸರ್ವನಾಶ ಮಾಡಲು ಪಣ — [498, 1129, 610, 1378]
masthead-bar — [18, 31, 925, 53]
story-navyadisha — [252, 795, 700, 1065]
tally-body: ತುಮಕೂರು:ರುಡ್‌ಸೆಟ್ ಸಂಸ್ಥೆ ವತಿಯಿಂದ ಆಗಸ್ಟ್ 23 ರಿಂದ ಕಂಪ್ಯೂಟರೈಸ್ಡ್ ಅಕೌಂಟಿಂಗ್(ಟ್ಯಾಲಿ) ಕುರಿತು 38 ದಿನಗಳ ಉಚಿತ ತರಬೇತಿಯನ್ನು ಹಮ್ಮಿಕೊಳ್ಳಲಾಗಿದ್ದು, ತರಬೇತಿ ಪಡೆಯಲಿಚ್ಛಿಸುವ ಗ್ರಾಮೀಣ ನಿರುದ್ಯೋಗಿ ಯುವಕ-ಯುವತಿಯರು ಅರ್ಜಿ ಸಲ್ಲಿಸಬಹುದಾಗಿದೆ. ಅರ್ಜಿ ಸಲ್ಲಿಸುವ ಅಭ್ಯರ್ಥಿಗಳು 18 ರಿಂದ 45 ವರ್ಷ ವಯೋಮಾನದವರಾಗಿದ್ದು, ಕನ್ನಡ ಭಾಷೆ ಓದಲು ಮತ್ತು ಬರೆಯಲು ಬಲ್ಲವರಾಗಿರಬೇಕು. ಆಧಾರ್ ಕಾರ್ಡ್ ಹಾಗೂ ಬಿಪಿಎಲ್ ಕಾರ್ಡ್ ಹೊಂದಿರಬೇಕು.ತರಬೇತಿಯು ವಸತಿಯುತವಾಗಿದ್ದು, ತರಬೇತಿ ಅವಧಿಯಲ್ಲಿ ಉಚಿತ ಊಟ ಮತ್ತು ವಸತಿ ಸೌಲಭ್ಯ ಕಲ್ಪಿಸಲಾಗುವುದು ಹಾಗೂ ತರಬೇತಿ ಪೂರ್ಣಗೊಂಡ ನಂತರ ಕೇಂದ್ರ ಸರ್ಕಾರದ ಗ್ರಾಮೀಣಾಭಿವೃದ್ಧಿ ಸಚಿವಾಲಯದಿಂದ ಪ್ರಮಾಣಪತ್ರವನ್ನು ವಿತರಿಸಲಾಗುವುದು. ಆಸಕ್ತರು ಅರ್ಜಿ ಸಲ್ಲಿಸಲು ಹಾಗೂ ಹೆಚ್ಚಿನ ಮಾಹಿತಿಗಾಗಿ ರುಡ್‌ಸೆಟ್ ಸಂಸ್ಥೆ, ಅರಿಶಿನಕುಂಟೆ, ನೆಲಮಂಗಲ ತಾಲ್ಲೂಕು, ಬೆಂಗಳೂರು ಗ್ರಾಮಾಂತರ ಜಿಲ್ಲೆ ಅಥವಾ ಮೊಬೈಲ್ ಸಂಖ್ಯೆ: 9380162042, 9481506564,911388032ಸಂಪರ್ಕಿಸಿ. — [702, 858, 924, 993]
author-phone: 9449527544 — [872, 749, 917, 759]
lead-col2-top: ಬರವಣಿಗೆಯ ಸಾಮರ್ಥ್ಯವು ಸುಧಾರಿಸುತ್ತದೆ. ಹೊಸ ವಿಷಯಗಳನ್ನು ಕಲಿಯುವುದರಿಂದ ಆತ್ಮವಿಶ್ವಾಸ ಹೊಮ್ಮುತ್ತದೆ. "ಸಾಸಿವೆಯಷ್ಟು ಆತ್ಮವಿಶ್ವಾಸವಿದ್ದರೆ ಸಾಗರದಷ್ಟು ಸಾಧನೆ — [247, 209, 479, 231]
lead-col3-side: ಪುಸ್ತಕಗಳನ್ನು ಓದುವುದರಿಂದ ವ್ಯಕ್ತಿಯಲ್ಲಿ ಹೊಸ ವಿಚಾರಗಳು, ಹೊಸ ದೃಷ್ಟಿಕೋನಗಳು, ಸಂಸ್ಕೃತಿಗಳು ಮತ್ತು ವ್ಯಕ್ತಿತ್ವಗಳ ಬಗ್ಗೆ ಕಲಿಯಬಹುದು. ವಿಶ್ವ ಜ್ಞಾನ ಬೆಳೆದು ಉತ್ತಮ ತೀರ್ಮಾನ ತೆಗೆದುಕೊಳ್ಳಲು ಸಹಾಯ ಮಾಡುತ್ತದೆ. ಸಾಹಿತ್ಯದ ಪುಸ್ತಕಗಳನ್ನು ಓದುವುದರಿಂದ ಇತಿಹಾಸ, ಕಲೆ, ವಿಜ್ಞಾನ, ನೃತ್ಯ ಕಲೆ ಸಂಗೀತ ಮನಸಿನ ಜ್ಞಾನ ಸಾಹಿತ್ಯ ಮುಂತಾದ ಮಾನವ ಅನುಭವಗಳ ಬಗ್ಗೆ ಕಲಿಯುತ್ತದೆ. ಇದು ಜ್ಞಾನವನ್ನು ವಿಸ್ತರಿಸುತ್ತದೆ, ಆಧ್ಯಾತ್ಮಿಕತೆ ಬೆಳೆಸಿಕೊಳ್ಳಲು ಸಹಾಯ ಮಾಡುತ್ತದೆ. ಪುಸ್ತಕಗಳು ವೇಗದ ಜಗತ್ತಿನಲ್ಲಿ ಮನುಷ್ಯನ ಆತ್ಮವಿಶ್ವಾಸ ಹೆಚ್ಚಿಸಿ ಶಾಂತಿಯುತ ಜೀವನಕ್ಕೆ ಆಸರೆಯಾಗುತ್ತವೆ. — [563, 249, 691, 384]
